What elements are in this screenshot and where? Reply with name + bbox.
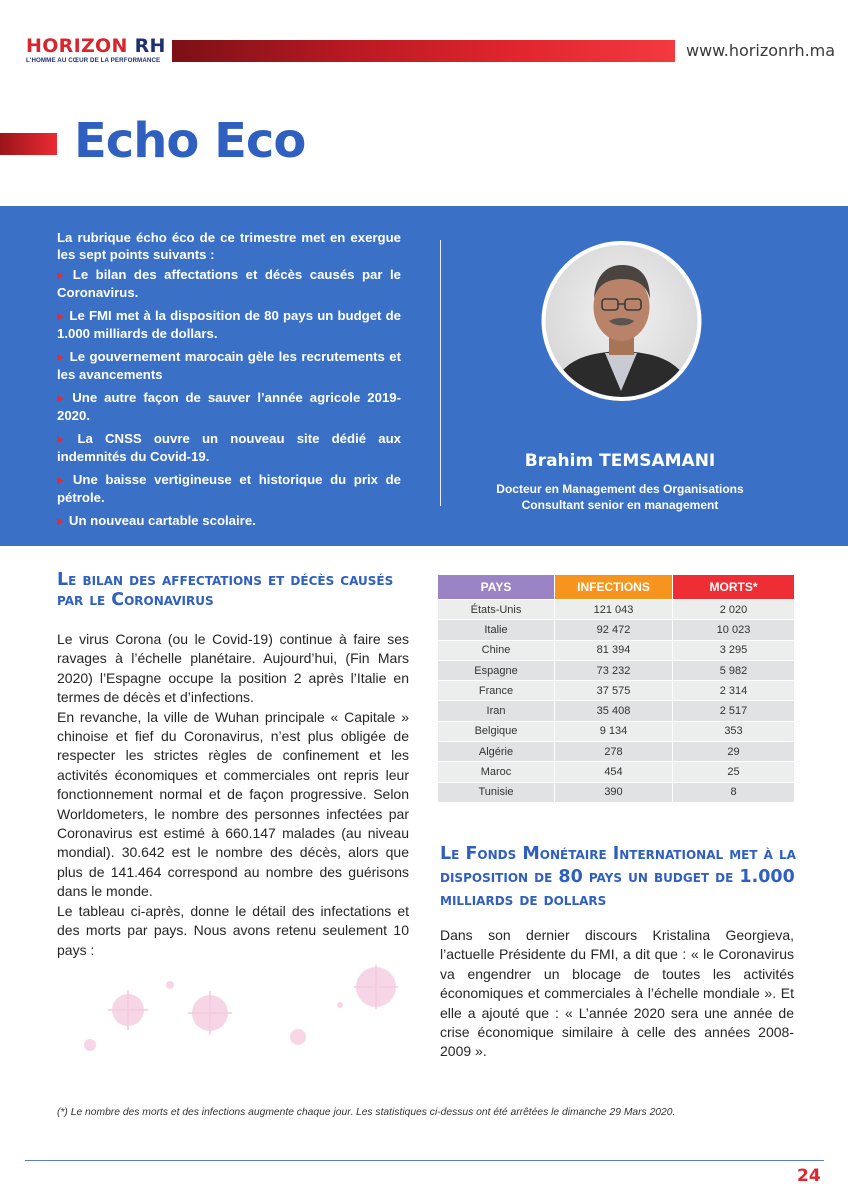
cell-infections: 35 408	[555, 700, 673, 720]
cell-country: Espagne	[438, 660, 555, 680]
article-heading: Le bilan des affectations et décès causés par le Coronavirus	[57, 570, 394, 610]
intro-point	[57, 430, 401, 465]
cell-country: Maroc	[438, 761, 555, 781]
cell-country: Iran	[438, 700, 555, 720]
intro-point	[57, 512, 401, 530]
cell-deaths: 10 023	[673, 619, 794, 639]
cell-infections: 92 472	[555, 619, 673, 639]
arrow-bullet-icon: ▶	[57, 270, 68, 280]
footnote: (*) Le nombre des morts et des infections augmente chaque jour. Les statistiques ci-dessus ont été arrêtées le dimanche 29 Mars 2020.	[57, 1107, 676, 1118]
table-row	[438, 619, 794, 639]
article-body	[57, 630, 409, 960]
intro-point	[57, 307, 401, 342]
cell-country: Belgique	[438, 721, 555, 741]
logo-brand: HORIZON	[26, 35, 128, 57]
cell-deaths: 353	[673, 721, 794, 741]
vertical-divider	[440, 240, 441, 506]
column-header-infections: INFECTIONS	[555, 575, 673, 599]
article-paragraph: Le tableau ci-après, donne le détail des infectations et des morts par pays. Nous avons retenu seulement 10 pays :	[57, 902, 409, 958]
arrow-bullet-icon: ▶	[57, 434, 73, 444]
cell-infections: 73 232	[555, 660, 673, 680]
cell-infections: 278	[555, 741, 673, 761]
cell-deaths: 2 517	[673, 700, 794, 720]
covid-stats-table	[438, 575, 794, 802]
website-link[interactable]: www.horizonrh.ma	[686, 41, 836, 60]
cell-country: Chine	[438, 640, 555, 660]
author-role	[450, 481, 790, 513]
title-accent-bar	[0, 133, 57, 155]
footer-divider	[25, 1160, 824, 1161]
intro-point-text: Un nouveau cartable scolaire.	[68, 513, 256, 528]
intro-lead: La rubrique écho éco de ce trimestre met en exergue les sept points suivants :	[57, 230, 401, 262]
cell-deaths: 29	[673, 741, 794, 761]
cell-country: France	[438, 680, 555, 700]
logo-rh: RH	[134, 35, 166, 57]
cell-deaths: 5 982	[673, 660, 794, 680]
horizon-rh-logo[interactable]	[26, 36, 176, 64]
table-row	[438, 761, 794, 781]
article-paragraph: Le virus Corona (ou le Covid-19) continue à faire ses ravages à l’échelle planétaire. Aujourd’hui, (Fin Mars 2020) l’Espagne occupe la position 2 après l’Italie en termes de décès et d’infections.	[57, 631, 409, 706]
cell-deaths: 8	[673, 782, 794, 802]
cell-infections: 9 134	[555, 721, 673, 741]
intro-point-text: La CNSS ouvre un nouveau site dédié aux indemnités du Covid-19.	[57, 431, 401, 464]
cell-country: États-Unis	[438, 599, 555, 619]
intro-point	[57, 348, 401, 383]
cell-deaths: 2 314	[673, 680, 794, 700]
article-body	[440, 926, 794, 1062]
table-header-row	[438, 575, 794, 599]
table-row	[438, 700, 794, 720]
cell-country: Tunisie	[438, 782, 555, 802]
cell-deaths: 2 020	[673, 599, 794, 619]
table-row	[438, 680, 794, 700]
table-row	[438, 640, 794, 660]
article-heading: Le Fonds Monétaire International met à la disposition de 80 pays un budget de 1.000 milliards de dollars	[440, 844, 796, 910]
intro-summary	[57, 229, 401, 536]
intro-point	[57, 471, 401, 506]
table-row	[438, 721, 794, 741]
table-row	[438, 782, 794, 802]
intro-point	[57, 389, 401, 424]
arrow-bullet-icon: ▶	[57, 516, 64, 526]
page-number: 24	[797, 1166, 821, 1186]
arrow-bullet-icon: ▶	[57, 311, 65, 321]
table-row	[438, 599, 794, 619]
logo-wordmark	[26, 36, 176, 56]
virus-illustration-icon	[60, 965, 440, 1060]
author-name: Brahim TEMSAMANI	[524, 451, 716, 471]
header-red-bar	[172, 40, 675, 62]
cell-infections: 390	[555, 782, 673, 802]
intro-point	[57, 266, 401, 301]
page-title: Echo Eco	[74, 113, 306, 169]
article-paragraph: Dans son dernier discours Kristalina Georgieva, l’actuelle Présidente du FMI, a dit que : « le Coronavirus va engendrer un blocage de toutes les activités économiques et commerciales à l’échelle mondiale ». Et elle a ajouté que : « L’année 2020 sera une année de crise économique similaire à celle des années 2008-2009 ».	[440, 927, 794, 1060]
arrow-bullet-icon: ▶	[57, 393, 68, 403]
author-role-line: Consultant senior en management	[521, 498, 719, 512]
cell-infections: 37 575	[555, 680, 673, 700]
table-row	[438, 741, 794, 761]
intro-point-text: Le bilan des affectations et décès causés par le Coronavirus.	[57, 267, 402, 300]
cell-infections: 121 043	[555, 599, 673, 619]
intro-point-text: Le FMI met à la disposition de 80 pays un budget de 1.000 milliards de dollars.	[57, 308, 401, 341]
arrow-bullet-icon: ▶	[57, 475, 68, 485]
intro-point-text: Une autre façon de sauver l’année agricole 2019-2020.	[57, 390, 402, 423]
cell-infections: 454	[555, 761, 673, 781]
cell-infections: 81 394	[555, 640, 673, 660]
column-header-country: PAYS	[438, 575, 555, 599]
table-row	[438, 660, 794, 680]
cell-deaths: 25	[673, 761, 794, 781]
logo-tagline: L'HOMME AU CŒUR DE LA PERFORMANCE	[26, 57, 161, 64]
cell-country: Algérie	[438, 741, 555, 761]
article-paragraph: En revanche, la ville de Wuhan principale « Capitale » chinoise et fief du Coronavirus, n’est plus obligée de respecter les strictes règles de confinement et les activités économiques et commerciales ont repris leur fonctionnement normal et de façon progressive. Selon Worldometers, le nombre des personnes infectées par Coronavirus est estimé à 660.147 malades (au niveau mondial). 30.642 est le nombre des décès, alors que plus de 141.464 correspond au nombre des guérisons dans le monde.	[57, 708, 409, 900]
column-header-deaths: MORTS*	[673, 575, 794, 599]
intro-point-text: Le gouvernement marocain gèle les recrutements et les avancements	[57, 349, 402, 382]
author-portrait	[527, 241, 716, 401]
cell-country: Italie	[438, 619, 555, 639]
arrow-bullet-icon: ▶	[57, 352, 65, 362]
cell-deaths: 3 295	[673, 640, 794, 660]
author-role-line: Docteur en Management des Organisations	[496, 482, 744, 496]
intro-point-text: Une baisse vertigineuse et historique du prix de pétrole.	[57, 472, 401, 505]
